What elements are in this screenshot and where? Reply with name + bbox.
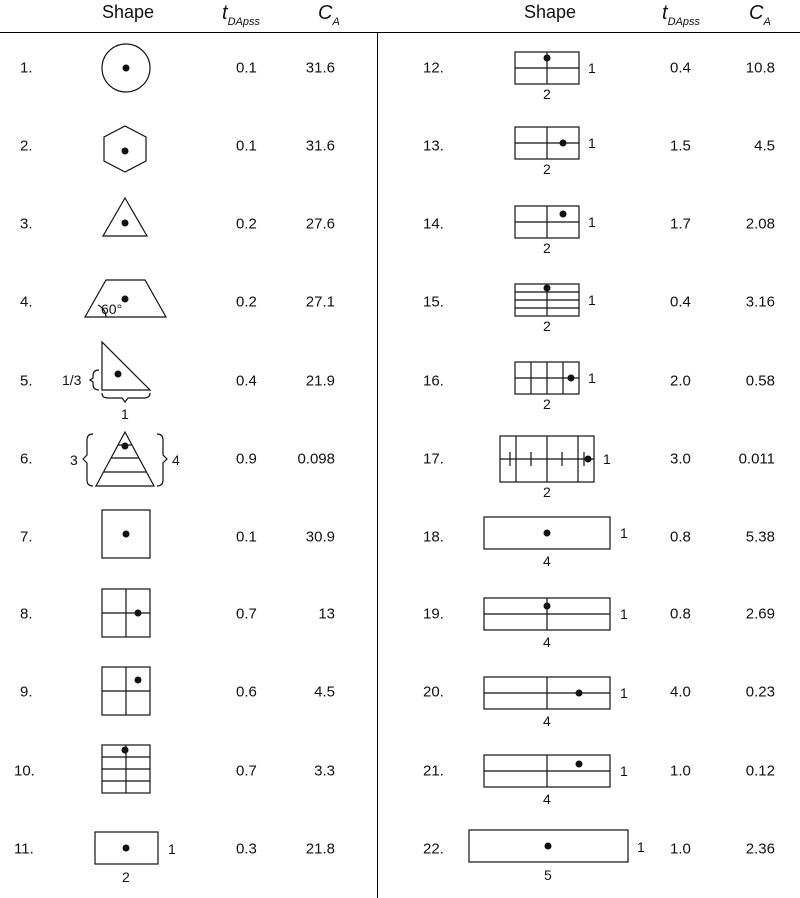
row-number: 12.	[423, 59, 444, 77]
dimension-label: 2	[543, 240, 551, 256]
row-ca: 5.38	[745, 528, 775, 546]
grid-rectangle-shape-icon	[515, 362, 579, 394]
header-tdapss-right: $t_{DApss}$	[662, 2, 700, 28]
long-quad-rectangle-shape-icon	[484, 755, 610, 787]
dimension-label: 2	[543, 161, 551, 177]
dimension-label: 1	[168, 841, 176, 857]
dimension-label: 1	[620, 525, 628, 541]
row-tdapss: 0.1	[236, 528, 257, 546]
row-tdapss: 0.7	[236, 762, 257, 780]
right-triangle-shape-icon	[90, 342, 150, 402]
dimension-label: 2	[543, 396, 551, 412]
dimension-label: 1	[637, 839, 645, 855]
dimension-label: 2	[122, 869, 130, 885]
row-number: 5.	[20, 372, 33, 390]
row-ca: 4.5	[314, 683, 335, 701]
row-ca: 3.3	[314, 762, 335, 780]
header-ca-left: $C_A$	[318, 2, 340, 28]
header-ca-right: $C_A$	[749, 2, 771, 28]
row-ca: 2.69	[745, 605, 775, 623]
circle-shape-icon	[102, 44, 150, 92]
dimension-label: 2	[543, 318, 551, 334]
row-tdapss: 0.9	[236, 450, 257, 468]
angle-label: 60°	[101, 301, 123, 317]
dimension-label: 1	[603, 451, 611, 467]
square-shape-icon	[102, 510, 150, 558]
quad-rectangle-shape-icon	[515, 206, 579, 238]
wide-rectangle-shape-icon	[469, 830, 628, 862]
row-ca: 0.12	[745, 762, 775, 780]
row-number: 6.	[20, 450, 33, 468]
row-number: 16.	[423, 372, 444, 390]
row-number: 18.	[423, 528, 444, 546]
row-number: 15.	[423, 293, 444, 311]
row-number: 13.	[423, 137, 444, 155]
dimension-label: 1	[121, 406, 129, 422]
row-tdapss: 0.7	[236, 605, 257, 623]
header-tdapss-left: $t_{DApss}$	[222, 2, 260, 28]
row-tdapss: 0.4	[670, 59, 691, 77]
row-tdapss: 0.2	[236, 215, 257, 233]
row-tdapss: 1.0	[670, 762, 691, 780]
row-ca: 10.8	[745, 59, 775, 77]
row-number: 22.	[423, 840, 444, 858]
dimension-label: 4	[543, 791, 551, 807]
row-number: 7.	[20, 528, 33, 546]
row-ca: 4.5	[754, 137, 775, 155]
ratio-label: 1/3	[62, 372, 82, 388]
row-tdapss: 0.1	[236, 59, 257, 77]
dimension-label: 1	[588, 370, 596, 386]
quad-square-shape-icon	[102, 589, 150, 637]
row-number: 19.	[423, 605, 444, 623]
row-number: 21.	[423, 762, 444, 780]
row-ca: 30.9	[305, 528, 335, 546]
row-number: 4.	[20, 293, 33, 311]
rectangle-shape-icon	[95, 832, 158, 864]
long-quad-rectangle-shape-icon	[484, 598, 610, 630]
dimension-label: 3	[70, 452, 78, 468]
row-tdapss: 1.0	[670, 840, 691, 858]
row-number: 10.	[14, 762, 35, 780]
quad-square-shape-icon	[102, 667, 150, 715]
row-tdapss: 0.8	[670, 528, 691, 546]
row-tdapss: 0.6	[236, 683, 257, 701]
row-number: 8.	[20, 605, 33, 623]
row-tdapss: 2.0	[670, 372, 691, 390]
dimension-label: 1	[588, 60, 596, 76]
row-ca: 31.6	[305, 137, 335, 155]
hexagon-shape-icon	[104, 126, 146, 172]
long-quad-rectangle-shape-icon	[484, 677, 610, 709]
row-ca: 0.23	[745, 683, 775, 701]
row-number: 9.	[20, 683, 33, 701]
dimension-label: 4	[543, 713, 551, 729]
row-number: 17.	[423, 450, 444, 468]
row-ca: 21.9	[305, 372, 335, 390]
row-tdapss: 0.1	[236, 137, 257, 155]
row-tdapss: 0.3	[236, 840, 257, 858]
row-tdapss: 0.8	[670, 605, 691, 623]
row-number: 11.	[14, 840, 34, 858]
dimension-label: 1	[620, 763, 628, 779]
row-tdapss: 1.5	[670, 137, 691, 155]
row-tdapss: 0.4	[236, 372, 257, 390]
triangle-shape-icon	[103, 198, 147, 236]
row-number: 2.	[20, 137, 33, 155]
dimension-label: 4	[172, 452, 180, 468]
dimension-label: 2	[543, 86, 551, 102]
dimension-label: 1	[588, 214, 596, 230]
striped-rectangle-shape-icon	[515, 284, 579, 316]
row-ca: 31.6	[305, 59, 335, 77]
dimension-label: 5	[544, 867, 552, 883]
dimension-label: 2	[543, 484, 551, 500]
dimension-label: 1	[588, 292, 596, 308]
row-ca: 0.098	[297, 450, 335, 468]
row-ca: 3.16	[745, 293, 775, 311]
ticked-rectangle-shape-icon	[500, 436, 594, 482]
row-tdapss: 0.2	[236, 293, 257, 311]
row-tdapss: 1.7	[670, 215, 691, 233]
header-shape-left: Shape	[102, 2, 155, 22]
striped-square-shape-icon	[102, 745, 150, 793]
row-ca: 2.08	[745, 215, 775, 233]
header-shape-right: Shape	[524, 2, 577, 22]
row-ca: 27.6	[305, 215, 335, 233]
row-number: 3.	[20, 215, 33, 233]
striped-triangle-shape-icon	[83, 432, 167, 486]
long-rectangle-shape-icon	[484, 517, 610, 549]
dimension-label: 4	[543, 634, 551, 650]
row-ca: 21.8	[305, 840, 335, 858]
row-ca: 13	[318, 605, 335, 623]
row-number: 14.	[423, 215, 444, 233]
row-tdapss: 3.0	[670, 450, 691, 468]
dimension-label: 1	[588, 135, 596, 151]
row-ca: 27.1	[305, 293, 335, 311]
dimension-label: 4	[543, 553, 551, 569]
dimension-label: 1	[620, 685, 628, 701]
row-number: 20.	[423, 683, 444, 701]
row-tdapss: 0.4	[670, 293, 691, 311]
quad-rectangle-shape-icon	[515, 127, 579, 159]
row-tdapss: 4.0	[670, 683, 691, 701]
quad-rectangle-shape-icon	[515, 52, 579, 84]
row-ca: 0.58	[745, 372, 775, 390]
rhombus-shape-icon	[85, 280, 166, 317]
row-number: 1.	[20, 59, 33, 77]
row-ca: 0.011	[738, 450, 775, 468]
dimension-label: 1	[620, 606, 628, 622]
row-ca: 2.36	[745, 840, 775, 858]
